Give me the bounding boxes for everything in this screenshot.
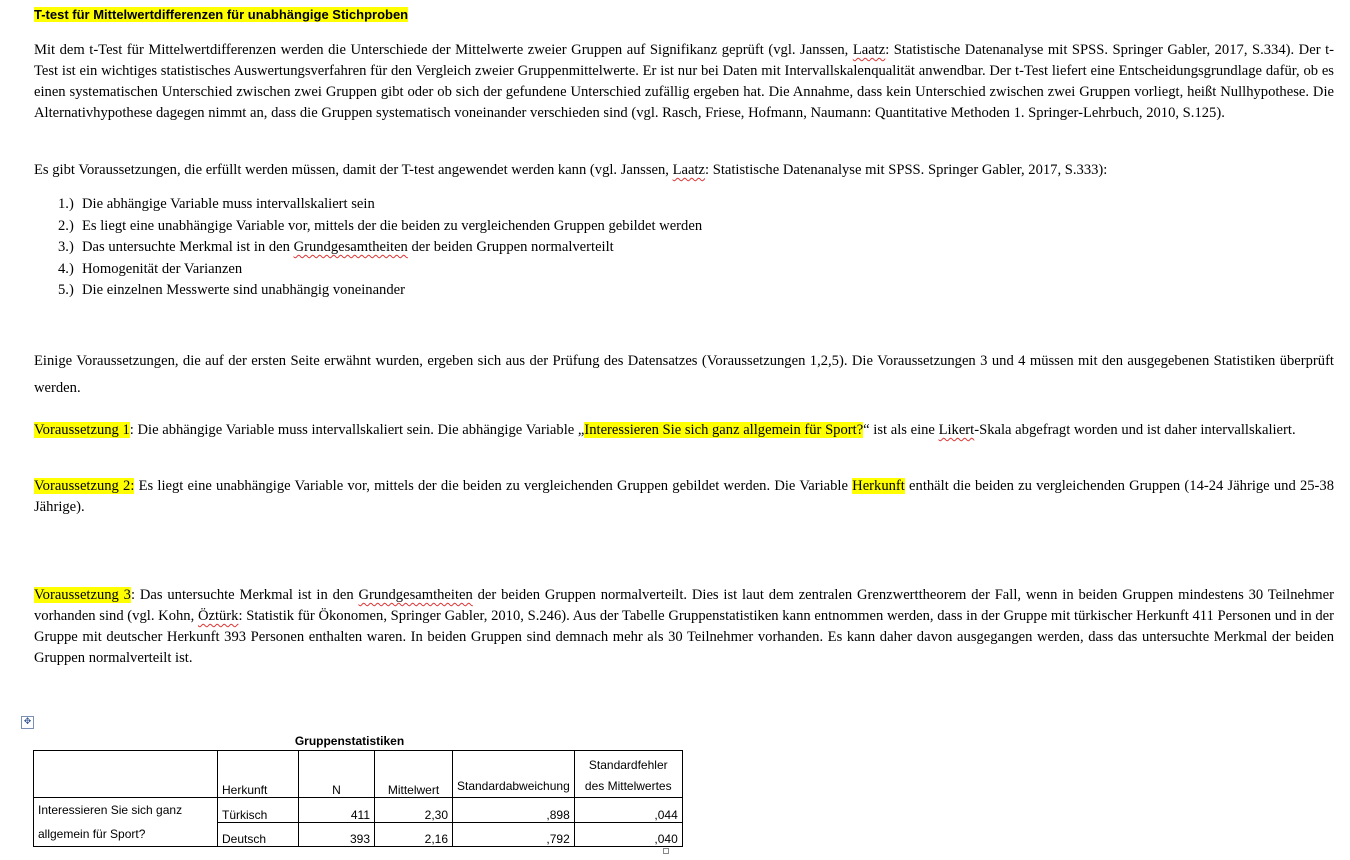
list-item: 3.) Das untersuchte Merkmal ist in den Grundgesamtheiten der beiden Gruppen normalverteilt [58,239,614,255]
row-label: Interessieren Sie sich ganz allgemein für Sport? [34,798,218,847]
cell-se: ,044 [574,798,682,823]
table-title: Gruppenstatistiken [294,734,405,748]
voraussetzung-3-paragraph: Voraussetzung 3: Das untersuchte Merkmal ist in den Grundgesamtheiten der beiden Gruppen normalverteilt. Dies ist laut dem zentralen Grenzwerttheorem der Fall, wenn in beiden Gruppen mindestens 30 Teilnehmer vorhanden sind (vgl. Kohn, Öztürk: Statistik für Ökonomen, Springer Gabler, 2010, S.246). Aus der Tabelle Gruppenstatistiken kann entnommen werden, dass in der Gruppe mit türkischer Herkunft 411 Personen und in der Gruppe mit deutscher Herkunft 393 Personen enthalten waren. In beiden Gruppen sind demnach mehr als 30 Teilnehmer vorhanden. Es kann daher davon ausgegangen werden, dass das untersuchte Merkmal der beiden Gruppen normalverteilt ist. [34,587,1334,666]
document-title: T-test für Mittelwertdifferenzen für unabhängige Stichproben [34,7,409,22]
header-cell [34,751,218,798]
cell-n: 393 [299,822,375,847]
cell-mean: 2,16 [375,822,453,847]
cell-se: ,040 [574,822,682,847]
table-row [34,798,683,823]
list-item: 2.) Es liegt eine unabhängige Variable vor, mittels der die beiden zu vergleichenden Gruppen gebildet werden [58,217,703,234]
header-cell: Herkunft [218,751,299,798]
cell-sd: ,792 [453,822,575,847]
voraussetzung-1-paragraph: Voraussetzung 1: Die abhängige Variable muss intervallskaliert sein. Die abhängige Variable „Interessieren Sie sich ganz allgemein für Sport?“ ist als eine Likert-Skala abgefragt worden und ist daher intervallskaliert. [34,422,1296,438]
table-resize-handle[interactable] [663,848,669,854]
group-statistics-table [33,750,683,847]
list-item: 4.) Homogenität der Varianzen [58,260,243,277]
prerequisites-list [58,194,702,302]
cell-group: Deutsch [218,822,299,847]
prerequisites-intro: Es gibt Voraussetzungen, die erfüllt werden müssen, damit der T-test angewendet werden kann (vgl. Janssen, Laatz: Statistische Datenanalyse mit SPSS. Springer Gabler, 2017, S.333): [34,162,1108,178]
cell-group: Türkisch [218,798,299,823]
summary-paragraph: Einige Voraussetzungen, die auf der ersten Seite erwähnt wurden, ergeben sich aus der Prüfung des Datensatzes (Voraussetzungen 1,2,5). Die Voraussetzungen 3 und 4 müssen mit den ausgegebenen Statistiken überprüft werden. [34,353,1334,396]
cell-n: 411 [299,798,375,823]
table-header-row [34,751,683,798]
intro-paragraph: Mit dem t-Test für Mittelwertdifferenzen werden die Unterschiede der Mittelwerte zweier Gruppen auf Signifikanz geprüft (vgl. Janssen, Laatz: Statistische Datenanalyse mit SPSS. Springer Gabler, 2017, S.334). Der t-Test ist ein wichtiges statistisches Auswertungsverfahren für den Vergleich zweier Gruppenmittelwerte. Er ist nur bei Daten mit Intervallskalenqualität anwendbar. Der t-Test liefert eine Entscheidungsgrundlage dafür, ob es einen systematischen Unterschied zwischen zwei Gruppen gibt oder ob sich der gefundene Unterschied zufällig ergeben hat. Die Annahme, dass kein Unterschied zwischen zwei Gruppen vorliegt, heißt Nullhypothese. Die Alternativhypothese dagegen nimmt an, dass die Gruppen systematisch voneinander verschieden sind (vgl. Rasch, Friese, Hofmann, Naumann: Quantitative Methoden 1. Springer-Lehrbuch, 2010, S.125). [34,42,1334,121]
list-item: 5.) Die einzelnen Messwerte sind unabhängig voneinander [58,282,405,298]
voraussetzung-2-paragraph: Voraussetzung 2: Es liegt eine unabhängige Variable vor, mittels der die beiden zu vergleichenden Gruppen gebildet werden. Die Variable Herkunft enthält die beiden zu vergleichenden Gruppen (14-24 Jährige und 25-38 Jährige). [34,478,1335,515]
cell-sd: ,898 [453,798,575,823]
cell-mean: 2,30 [375,798,453,823]
header-cell: Standardfehler des Mittelwertes [574,751,682,798]
header-cell: Standardabweichung [453,751,575,798]
list-item: 1.) Die abhängige Variable muss intervallskaliert sein [58,196,375,212]
header-cell: N [299,751,375,798]
header-cell: Mittelwert [375,751,453,798]
move-anchor-icon[interactable]: ✥ [21,716,34,729]
